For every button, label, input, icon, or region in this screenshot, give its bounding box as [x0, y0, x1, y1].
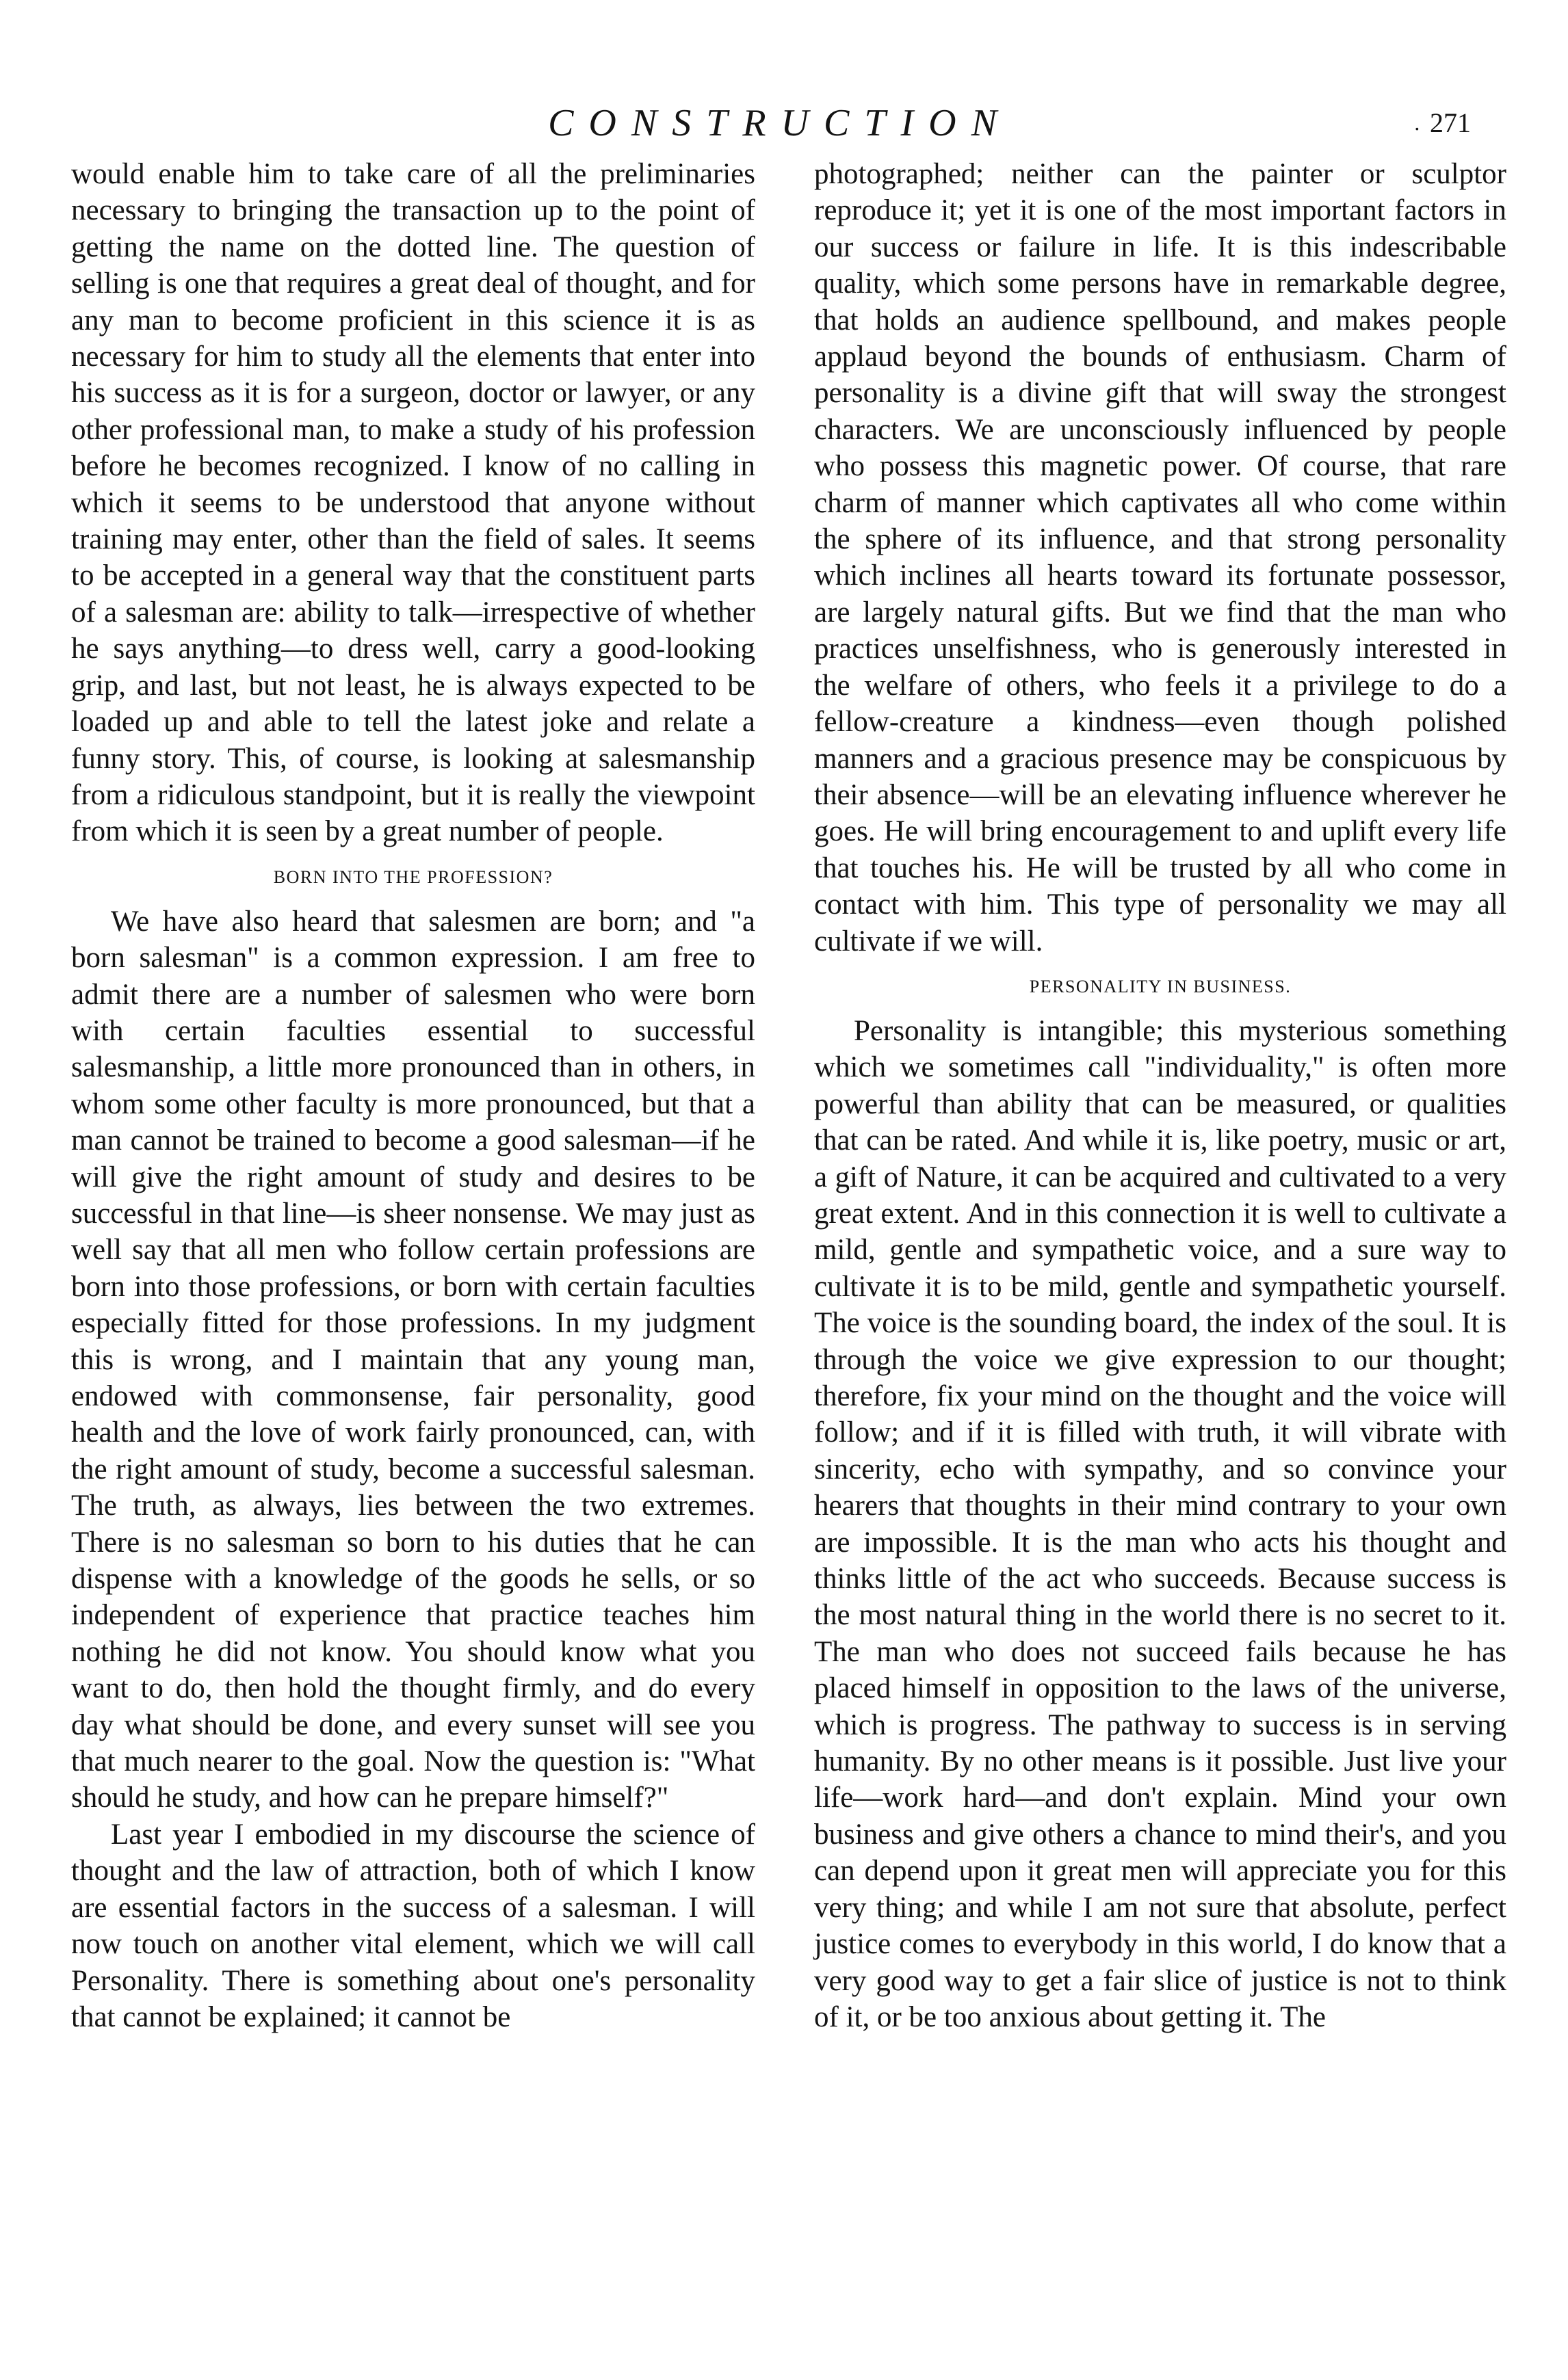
right-column [814, 156, 1506, 2035]
right-paragraph-2: Personality is intangible; this mysterious something which we sometimes call "individuality," is often more powerful than ability that can be measured, or qualities that can be rated. And while it is, like poetry, music or art, a gift of Nature, it can be acquired and cultivated to a very great extent. And in this connection it is well to cultivate a mild, gentle and sympathetic voice, and a sure way to cultivate it is to be mild, gentle and sympathetic yourself. The voice is the sounding board, the index of the soul. It is through the voice we give expression to our thought; therefore, fix your mind on the thought and the voice will follow; and if it is filled with truth, it will vibrate with sincerity, echo with sympathy, and so convince your hearers that thoughts in their mind contrary to your own are impossible. It is the man who acts his thought and thinks little of the act who succeeds. Because success is the most natural thing in the world there is no secret to it. The man who does not succeed fails because he has placed himself in opposition to the laws of the universe, which is progress. The pathway to success is in serving humanity. By no other means is it possible. Just live your life—work hard—and don't explain. Mind your own business and give others a chance to mind their's, and you can depend upon it great men will appreciate you for this very thing; and while I am not sure that absolute, perfect justice comes to everybody in this world, I do know that a very good way to get a fair slice of justice is not to think of it, or be too anxious about getting it. The [814, 1014, 1506, 2033]
right-paragraph-1: photographed; neither can the painter or sculptor reproduce it; yet it is one of the most important factors in our success or failure in life. It is this indescribable quality, which some persons have in remarkable degree, that holds an audience spellbound, and makes people applaud beyond the bounds of enthusiasm. Charm of personality is a divine gift that will sway the strongest characters. We are unconsciously influenced by people who possess this magnetic power. Of course, that rare charm of manner which captivates all who come within the sphere of its influence, and that strong personality which inclines all hearts toward its fortunate possessor, are largely natural gifts. But we find that the man who practices unselfishness, who is generously interested in the welfare of others, who feels it a privilege to do a fellow-creature a kindness—even though polished manners and a gracious presence may be conspicuous by their absence—will be an elevating influence wherever he goes. He will bring encouragement to and uplift every life that touches his. He will be trusted by all who come in contact with him. This type of personality we may all cultivate if we will. [814, 158, 1506, 957]
left-paragraph-3: Last year I embodied in my discourse the science of thought and the law of attraction, both of which I know are essential factors in the success of a salesman. I will now touch on another vital element, which we will call Personality. There is something about one's personality that cannot be explained; it cannot be [71, 1818, 755, 2033]
page-header [0, 96, 1568, 150]
header-dot: · [1413, 116, 1421, 141]
running-head: CONSTRUCTION [548, 102, 1012, 144]
section-heading-born-into-profession: BORN INTO THE PROFESSION? [273, 867, 553, 887]
left-column [71, 156, 755, 2035]
left-paragraph-1: would enable him to take care of all the preliminaries necessary to bringing the transaction up to the point of getting the name on the dotted line. The question of selling is one that requires a great deal of thought, and for any man to become proficient in this science it is as necessary for him to study all the elements that enter into his success as it is for a surgeon, doctor or lawyer, or any other professional man, to make a study of his profession before he becomes recognized. I know of no calling in which it seems to be understood that anyone without training may enter, other than the field of sales. It seems to be accepted in a general way that the constituent parts of a salesman are: ability to talk—irrespective of whether he says anything—to dress well, carry a good-looking grip, and last, but not least, he is always expected to be loaded up and able to tell the latest joke and relate a funny story. This, of course, is looking at salesmanship from a ridiculous standpoint, but it is really the viewpoint from which it is seen by a great number of people. [71, 158, 755, 848]
left-paragraph-2: We have also heard that salesmen are born; and "a born salesman" is a common expression. I am free to admit there are a number of salesmen who were born with certain faculties essential to successful salesmanship, a little more pronounced than in others, in whom some other faculty is more pronounced, but that a man cannot be trained to become a good salesman—if he will give the right amount of study and desires to be successful in that line—is sheer nonsense. We may just as well say that all men who follow certain professions are born into those professions, or born with certain faculties especially fitted for those professions. In my judgment this is wrong, and I maintain that any young man, endowed with commonsense, fair personality, good health and the love of work fairly pronounced, can, with the right amount of study, become a successful salesman. The truth, as always, lies between the two extremes. There is no salesman so born to his duties that he can dispense with a knowledge of the goods he sells, or so independent of experience that practice teaches him nothing he did not know. You should know what you want to do, then hold the thought firmly, and do every day what should be done, and every sunset will see you that much nearer to the goal. Now the question is: "What should he study, and how can he prepare himself?" [71, 905, 755, 1814]
section-heading-personality-in-business: PERSONALITY IN BUSINESS. [1029, 976, 1292, 996]
page-number: 271 [1430, 107, 1471, 138]
